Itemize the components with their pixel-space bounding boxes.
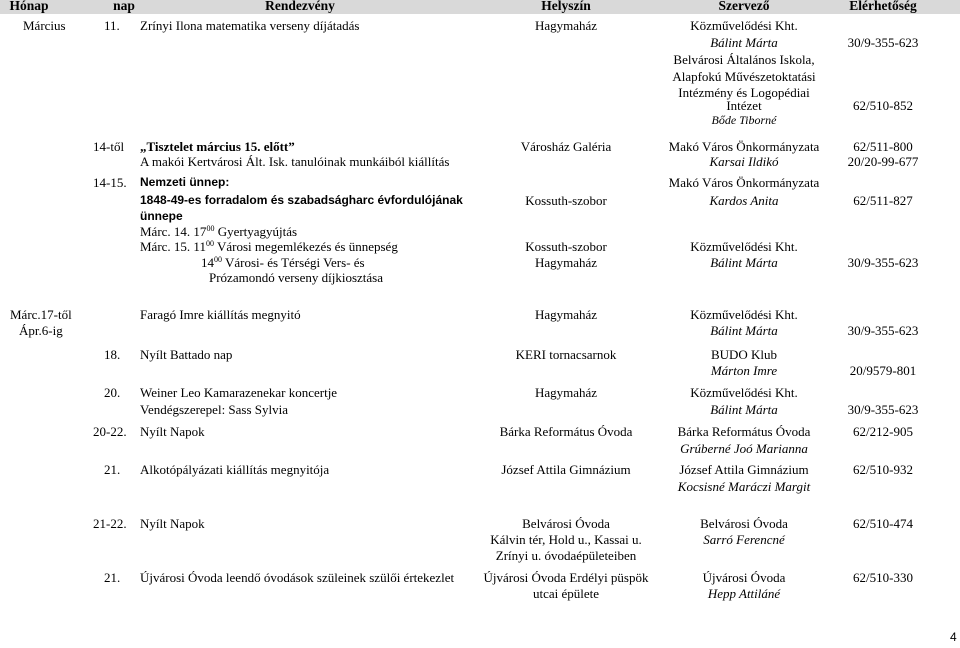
day-cell: 20.	[104, 385, 121, 400]
phone-cell: 62/510-932	[853, 462, 913, 477]
header-day: nap	[113, 0, 135, 13]
event-cell: Nyílt Napok	[140, 516, 205, 531]
contact-person: Kardos Anita	[709, 193, 779, 208]
organizer-cell: Közművelődési Kht.	[690, 18, 798, 33]
header-organizer: Szervező	[718, 0, 770, 13]
phone-cell: 62/212-905	[853, 424, 913, 439]
organizer-cell: Belvárosi Óvoda	[700, 516, 788, 531]
day-cell: 14-15.	[93, 175, 127, 190]
day-cell: 20-22.	[93, 424, 127, 439]
organizer-cell: Intézet	[726, 98, 762, 113]
venue-cell: Hagymaház	[534, 18, 598, 33]
venue-cell: Belvárosi Óvoda	[522, 516, 610, 531]
header-venue: Helyszín	[541, 0, 591, 13]
page-number: 4	[950, 630, 957, 644]
phone-cell: 62/510-852	[853, 98, 913, 113]
event-schedule: $14^{00}$ Városi- és Térségi Vers- és	[201, 255, 365, 270]
venue-cell: Városház Galéria	[520, 139, 612, 154]
contact-person: Bálint Márta	[710, 402, 778, 417]
phone-cell: 62/511-827	[853, 193, 913, 208]
event-cell: Faragó Imre kiállítás megnyitó	[140, 307, 301, 322]
event-cell: Nyílt Napok	[140, 424, 205, 439]
phone-cell: 30/9-355-623	[847, 35, 919, 50]
venue-cell: Hagymaház	[534, 307, 598, 322]
venue-cell: Kálvin tér, Hold u., Kassai u.	[490, 532, 642, 547]
contact-person: Hepp Attiláné	[707, 586, 781, 601]
organizer-cell: Bárka Református Óvoda	[677, 424, 811, 439]
venue-cell: KERI tornacsarnok	[515, 347, 617, 362]
contact-person: Bálint Márta	[710, 35, 778, 50]
venue-cell: Zrínyi u. óvodaépületeiben	[495, 548, 637, 563]
phone-cell: 30/9-355-623	[847, 255, 919, 270]
contact-person: Bálint Márta	[710, 323, 778, 338]
day-cell: 18.	[104, 347, 121, 362]
event-cell: Vendégszerepel: Sass Sylvia	[140, 402, 289, 417]
event-title: ünnepe	[140, 209, 183, 223]
table-header	[0, 0, 960, 14]
event-schedule: Márc. 14. $17^{00}$ Gyertyagyújtás	[140, 224, 298, 239]
organizer-cell: József Attila Gimnázium	[679, 462, 809, 477]
day-cell: 21.	[104, 462, 121, 477]
contact-person: Bőde Tiborné	[711, 113, 777, 127]
organizer-cell: Makó Város Önkormányzata	[668, 175, 820, 190]
venue-cell: Kossuth-szobor	[525, 193, 607, 208]
event-title: „Tisztelet március 15. előtt”	[140, 139, 295, 154]
phone-cell: 62/510-330	[853, 570, 913, 585]
organizer-cell: Intézmény és Logopédiai	[678, 85, 810, 100]
organizer-cell: Újvárosi Óvoda	[702, 570, 786, 585]
contact-person: Márton Imre	[710, 363, 778, 378]
event-cell: Újvárosi Óvoda leendő óvodások szüleinek szülői értekezlet	[140, 570, 455, 585]
venue-cell: Hagymaház	[534, 385, 598, 400]
day-cell: 14-től	[93, 139, 125, 154]
organizer-cell: Belvárosi Általános Iskola,	[673, 52, 815, 67]
month-cell: Ápr.6-ig	[19, 323, 63, 338]
event-title: 1848-49-es forradalom és szabadságharc évfordulójának	[140, 193, 463, 207]
event-cell: Zrínyi Ilona matematika verseny díjátadás	[140, 18, 360, 33]
month-cell: Március	[23, 18, 66, 33]
contact-person: Bálint Márta	[710, 255, 778, 270]
contact-person: Sarró Ferencné	[703, 532, 785, 547]
organizer-cell: BUDO Klub	[710, 347, 778, 362]
organizer-cell: Közművelődési Kht.	[690, 385, 798, 400]
venue-cell: Újvárosi Óvoda Erdélyi püspök	[483, 570, 649, 585]
header-contact: Elérhetőség	[849, 0, 917, 13]
event-cell: Prózamondó verseny díjkiosztása	[208, 270, 384, 285]
phone-cell: 20/20-99-677	[847, 154, 919, 169]
event-title: Nemzeti ünnep:	[140, 175, 230, 189]
organizer-cell: Makó Város Önkormányzata	[668, 139, 820, 154]
organizer-cell: Közművelődési Kht.	[690, 307, 798, 322]
venue-cell: József Attila Gimnázium	[501, 462, 631, 477]
contact-person: Kocsisné Maráczi Margit	[677, 479, 811, 494]
phone-cell: 62/511-800	[853, 139, 913, 154]
event-cell: Nyílt Battado nap	[140, 347, 233, 362]
phone-cell: 62/510-474	[853, 516, 913, 531]
phone-cell: 30/9-355-623	[847, 402, 919, 417]
contact-person: Grúberné Joó Marianna	[680, 441, 808, 456]
venue-cell: Kossuth-szobor	[525, 239, 607, 254]
event-cell: A makói Kertvárosi Ált. Isk. tanulóinak munkáiból kiállítás	[140, 154, 450, 169]
venue-cell: utcai épülete	[532, 586, 600, 601]
phone-cell: 20/9579-801	[849, 363, 917, 378]
organizer-cell: Alapfokú Művészetoktatási	[672, 69, 816, 84]
event-cell: Alkotópályázati kiállítás megnyitója	[140, 462, 330, 477]
organizer-cell: Közművelődési Kht.	[690, 239, 798, 254]
header-event: Rendezvény	[265, 0, 335, 13]
day-cell: 21.	[104, 570, 121, 585]
venue-cell: Hagymaház	[534, 255, 598, 270]
day-cell: 11.	[104, 18, 120, 33]
event-schedule: Márc. 15. $11^{00}$ Városi megemlékezés és ünnepség	[140, 239, 398, 254]
month-cell: Márc.17-től	[10, 307, 72, 322]
contact-person: Karsai Ildikó	[709, 154, 779, 169]
event-cell: Weiner Leo Kamarazenekar koncertje	[140, 385, 338, 400]
phone-cell: 30/9-355-623	[847, 323, 919, 338]
day-cell: 21-22.	[93, 516, 127, 531]
header-month: Hónap	[9, 0, 49, 13]
venue-cell: Bárka Református Óvoda	[499, 424, 633, 439]
